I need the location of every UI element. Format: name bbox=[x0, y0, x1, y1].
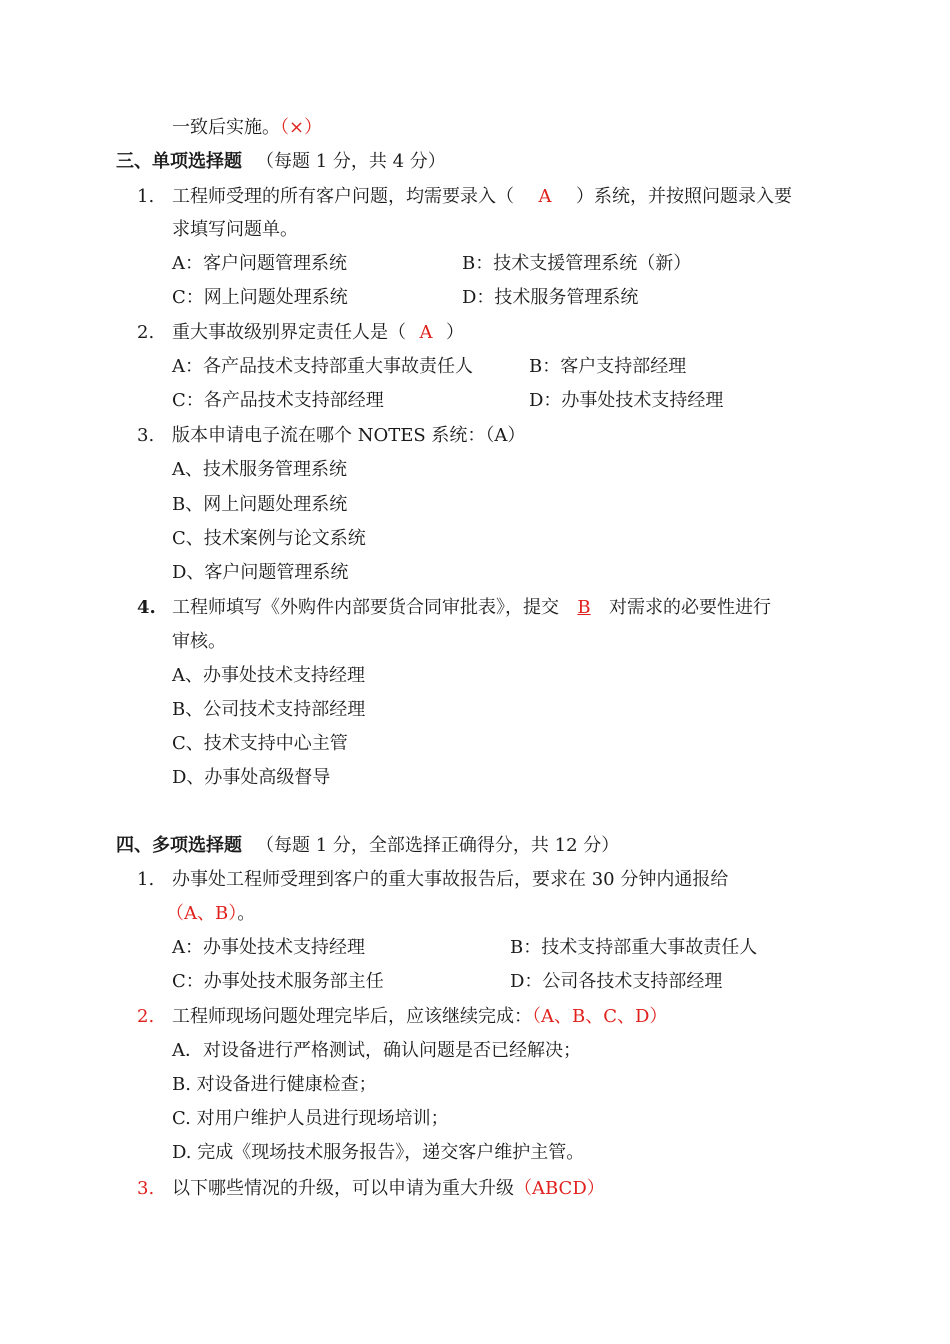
s3-q4-pre: 工程师填写《外购件内部要货合同审批表》，提交 bbox=[172, 597, 559, 618]
s3-q1-answer: A bbox=[538, 186, 552, 207]
s4-q1-stem: 办事处工程师受理到客户的重大事故报告后，要求在 30 分钟内通报给 bbox=[172, 869, 729, 890]
continuation-line bbox=[172, 116, 322, 140]
s3-q2-answer: A bbox=[419, 322, 433, 343]
s4-q1-option-b: B：技术支持部重大事故责任人 bbox=[510, 937, 758, 958]
continuation-text: 一致后实施。 bbox=[172, 117, 280, 138]
section4-heading bbox=[116, 834, 619, 858]
s3-q1-option-d: D：技术服务管理系统 bbox=[462, 287, 639, 308]
s3-q2-number: 2. bbox=[137, 322, 155, 343]
s3-q3-option-b: B、网上问题处理系统 bbox=[172, 494, 348, 515]
s3-q1-pre: 工程师受理的所有客户问题，均需要录入（ bbox=[172, 186, 514, 207]
s4-q2-text: 工程师现场问题处理完毕后，应该继续完成： bbox=[172, 1006, 532, 1027]
s4-q2-option-d: D. 完成《现场技术服务报告》，递交客户维护主管。 bbox=[172, 1142, 585, 1163]
s3-q2-option-c: C：各产品技术支持部经理 bbox=[172, 390, 384, 411]
s4-q2-answer: （A、B、C、D） bbox=[532, 1006, 668, 1027]
s3-q4-number: 4. bbox=[137, 597, 156, 618]
s3-q2-stem bbox=[172, 321, 464, 345]
s4-q1-answer: （A、B） bbox=[166, 903, 238, 924]
s4-q2-option-a: A．对设备进行严格测试，确认问题是否已经解决； bbox=[172, 1040, 581, 1061]
s3-q3-option-a: A、技术服务管理系统 bbox=[172, 459, 347, 480]
s4-q2-number: 2. bbox=[137, 1006, 155, 1027]
s3-q4-cont: 审核。 bbox=[172, 631, 226, 652]
s3-q2-option-b: B：客户支持部经理 bbox=[529, 356, 687, 377]
s3-q4-post: 对需求的必要性进行 bbox=[609, 597, 771, 618]
s4-q1-option-d: D：公司各技术支持部经理 bbox=[510, 971, 723, 992]
s3-q1-number: 1. bbox=[137, 186, 155, 207]
s3-q4-option-d: D、办事处高级督导 bbox=[172, 767, 331, 788]
section3-heading bbox=[116, 150, 446, 174]
continuation-answer: （×） bbox=[280, 117, 323, 138]
s3-q2-option-a: A：各产品技术支持部重大事故责任人 bbox=[172, 356, 473, 377]
s4-q2-stem bbox=[172, 1005, 667, 1029]
s3-q3-stem: 版本申请电子流在哪个 NOTES 系统：（A） bbox=[172, 425, 526, 446]
section3-title: 三、单项选择题 bbox=[116, 151, 242, 172]
s3-q3-option-d: D、客户问题管理系统 bbox=[172, 562, 349, 583]
s3-q4-option-a: A、办事处技术支持经理 bbox=[172, 665, 365, 686]
s4-q1-option-a: A：办事处技术支持经理 bbox=[172, 937, 365, 958]
section4-note: （每题 1 分，全部选择正确得分，共 12 分） bbox=[256, 835, 620, 856]
s4-q3-stem bbox=[172, 1177, 605, 1201]
s3-q2-pre: 重大事故级别界定责任人是（ bbox=[172, 322, 406, 343]
s4-q1-tail: 。 bbox=[237, 903, 256, 924]
s3-q3-option-c: C、技术案例与论文系统 bbox=[172, 528, 366, 549]
s3-q2-option-d: D：办事处技术支持经理 bbox=[529, 390, 724, 411]
s4-q2-option-b: B. 对设备进行健康检查； bbox=[172, 1074, 377, 1095]
s4-q1-option-c: C：办事处技术服务部主任 bbox=[172, 971, 384, 992]
s3-q1-post: ）系统，并按照问题录入要 bbox=[576, 186, 792, 207]
s4-q1-answer-line bbox=[166, 902, 255, 926]
s3-q4-option-b: B、公司技术支持部经理 bbox=[172, 699, 366, 720]
s4-q1-number: 1. bbox=[137, 869, 155, 890]
s3-q1-option-c: C：网上问题处理系统 bbox=[172, 287, 348, 308]
s4-q2-option-c: C. 对用户维护人员进行现场培训； bbox=[172, 1108, 449, 1129]
s3-q3-number: 3. bbox=[137, 425, 155, 446]
s3-q2-post: ） bbox=[446, 322, 464, 343]
s3-q4-stem bbox=[172, 596, 771, 620]
s4-q3-number: 3. bbox=[137, 1178, 155, 1199]
section4-title: 四、多项选择题 bbox=[116, 835, 242, 856]
s3-q4-answer: B bbox=[577, 597, 591, 618]
s3-q1-option-b: B：技术支援管理系统（新） bbox=[462, 253, 692, 274]
s4-q3-answer: （ABCD） bbox=[514, 1178, 605, 1199]
s3-q1-stem bbox=[172, 185, 792, 209]
s3-q1-cont: 求填写问题单。 bbox=[172, 219, 298, 240]
s3-q4-option-c: C、技术支持中心主管 bbox=[172, 733, 348, 754]
section3-note: （每题 1 分，共 4 分） bbox=[256, 151, 446, 172]
s3-q1-option-a: A：客户问题管理系统 bbox=[172, 253, 347, 274]
s4-q3-text: 以下哪些情况的升级，可以申请为重大升级 bbox=[172, 1178, 514, 1199]
